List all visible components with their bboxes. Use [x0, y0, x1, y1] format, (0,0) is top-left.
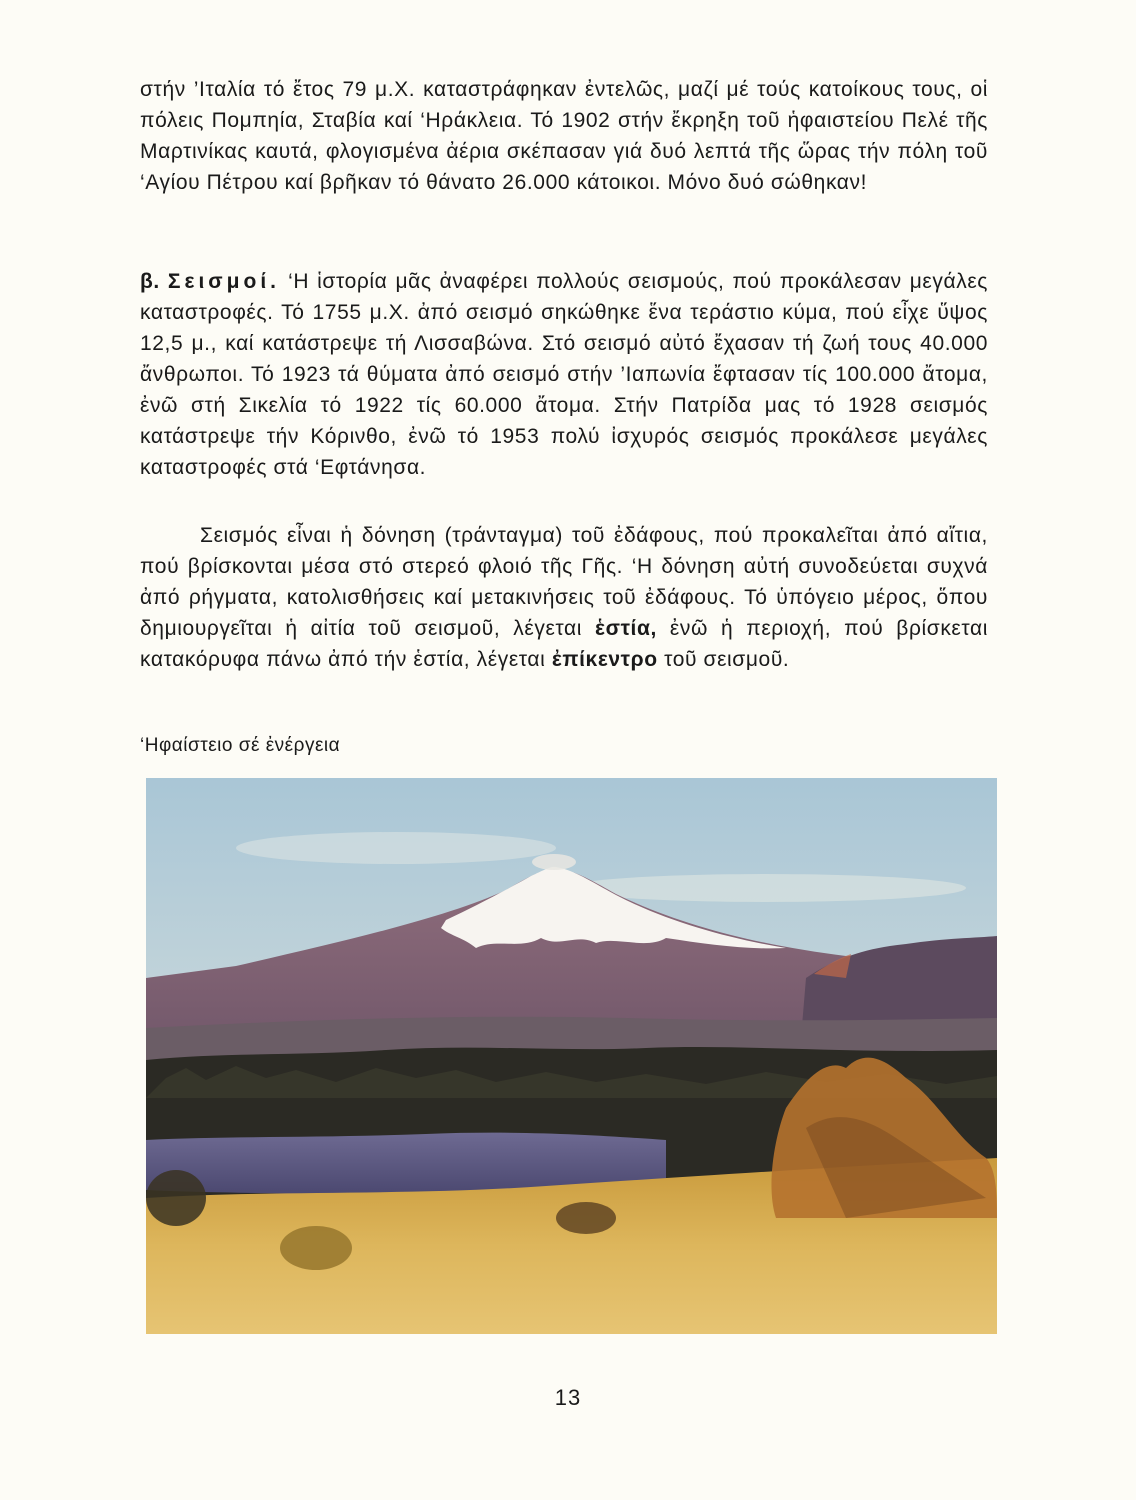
- cloud: [566, 874, 966, 902]
- cloud: [236, 832, 556, 864]
- definition-text-part-2: ἐνῶ ἡ περιοχή, πού βρίσκεται κατακόρυφα πάνω ἀπό τήν ἑστία, λέγεται: [140, 617, 988, 671]
- paragraph-earthquake-definition: [140, 520, 988, 675]
- page-number: 13: [554, 1385, 582, 1410]
- term-focus: ἑστία,: [595, 617, 657, 640]
- volcano-landscape-illustration: [146, 778, 997, 1334]
- definition-text-part-1: Σεισμός εἶναι ἡ δόνηση (τράνταγμα) τοῦ ἐδάφους, πού προκαλεῖται ἀπό αἴτια, πού βρίσκονται μέσα στό στερεό φλοιό τῆς Γῆς. ‘Η δόνηση αὐτή συνοδεύεται συχνά ἀπό ρήγματα, κατολισθήσεις καί μετακινήσεις τοῦ ἐδάφους. Τό ὑπόγειο μέρος, ὅπου δημιουργεῖται ἡ αἰτία τοῦ σεισμοῦ, λέγεται: [140, 524, 988, 640]
- photo-caption: ‘Ηφαίστειο σέ ἐνέργεια: [140, 735, 341, 756]
- section-heading-earthquakes: Σεισμοί.: [167, 270, 281, 293]
- section-marker: β.: [140, 270, 160, 293]
- bush: [556, 1202, 616, 1234]
- bush: [146, 1170, 206, 1226]
- earthquake-history-text: ‘Η ἱστορία μᾶς ἀναφέρει πολλούς σεισμούς, πού προκάλεσαν μεγάλες καταστροφές. Τό 1755 μ.Χ. ἀπό σεισμό σηκώθηκε ἕνα τεράστιο κύμα, πού εἶχε ὕψος 12,5 μ., καί κατάστρεψε τή Λισσαβώνα. Στό σεισμό αὐτό ἔχασαν τή ζωή τους 40.000 ἄνθρωποι. Τό 1923 τά θύματα ἀπό σεισμό στήν ’Ιαπωνία ἔφτασαν τίς 100.000 ἄτομα, ἐνῶ στή Σικελία τό 1922 τίς 60.000 ἄτομα. Στήν Πατρίδα μας τό 1928 σεισμός κατάστρεψε τήν Κόρινθο, ἐνῶ τό 1953 πολύ ἰσχυρός σεισμός προκάλεσε μεγάλες καταστροφές στά ‘Εφτάνησα.: [140, 270, 989, 479]
- paragraph-volcano-disasters: στήν ’Ιταλία τό ἔτος 79 μ.Χ. καταστράφηκαν ἐντελῶς, μαζί μέ τούς κατοίκους τους, οἱ πόλεις Πομπηία, Σταβία καί ‘Ηράκλεια. Τό 1902 στήν ἔκρηξη τοῦ ἡφαιστείου Πελέ τῆς Μαρτινίκας καυτά, φλογισμένα ἀέρια σκέπασαν γιά δυό λεπτά τῆς ὥρας τήν πόλη τοῦ ‘Αγίου Πέτρου καί βρῆκαν τό θάνατο 26.000 κάτοικοι. Μόνο δυό σώθηκαν!: [140, 78, 988, 194]
- text-block-earthquakes: [140, 266, 988, 483]
- term-epicenter: ἐπίκεντρο: [551, 648, 658, 671]
- volcano-steam: [532, 854, 576, 870]
- bush: [280, 1226, 352, 1270]
- text-block-volcano-history: [140, 74, 988, 198]
- definition-text-part-3: τοῦ σεισμοῦ.: [657, 648, 790, 671]
- text-block-earthquake-definition: [140, 520, 988, 675]
- volcano-photo: [146, 778, 997, 1334]
- paragraph-earthquake-history: [140, 266, 988, 483]
